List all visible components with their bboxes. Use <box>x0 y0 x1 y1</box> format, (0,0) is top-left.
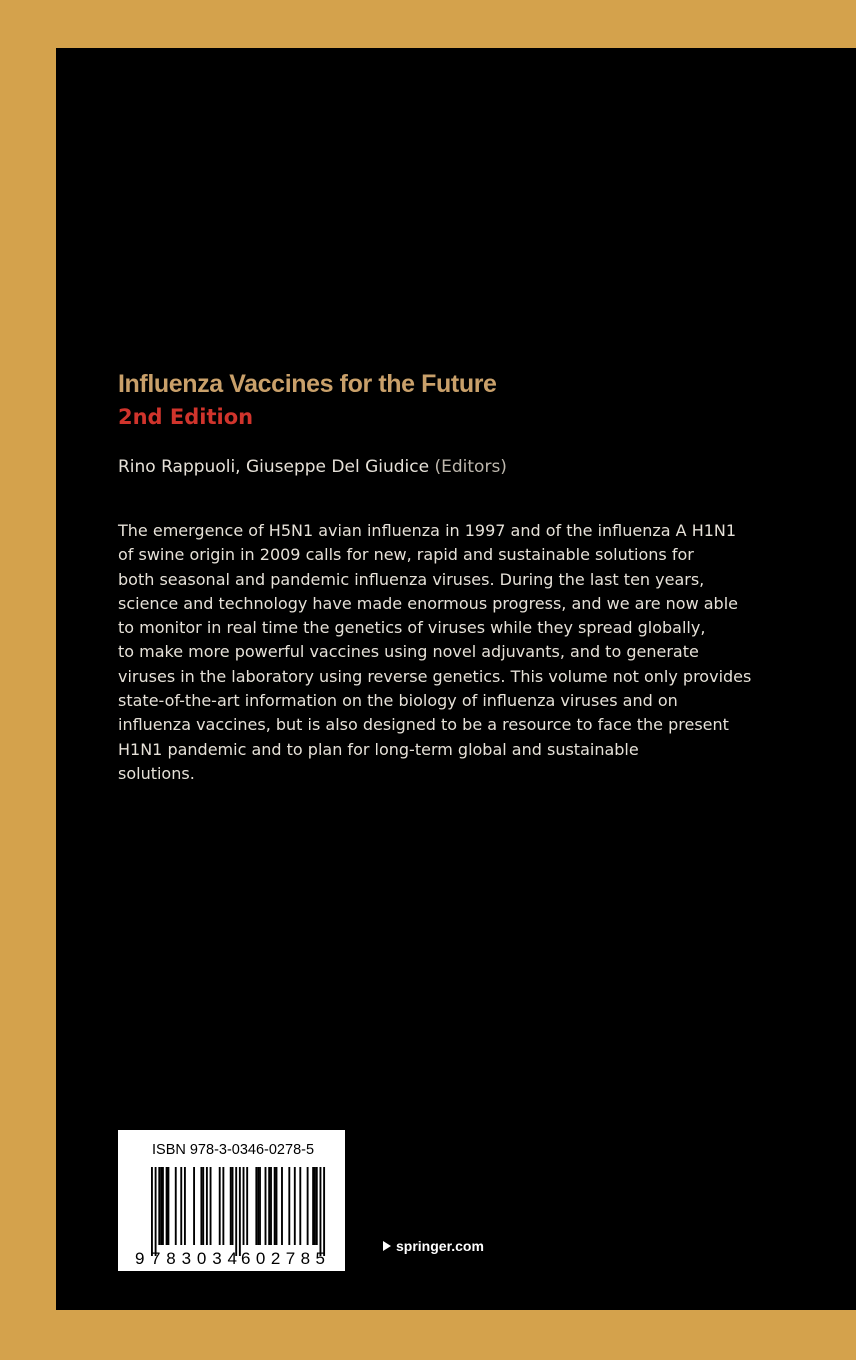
publisher-url: springer.com <box>396 1238 484 1254</box>
book-description <box>118 519 798 786</box>
editors-role: (Editors) <box>434 457 507 477</box>
barcode-bar <box>320 1167 322 1256</box>
book-edition: 2nd Edition <box>118 405 254 429</box>
barcode-bar <box>151 1167 153 1256</box>
editor-names: Rino Rappuoli, Giuseppe Del Giudice <box>118 457 430 477</box>
book-editors <box>118 457 507 477</box>
barcode-bar <box>312 1167 314 1245</box>
barcode-digit-first: 9 <box>135 1249 145 1268</box>
description-line: H1N1 pandemic and to plan for long-term global and sustainable <box>118 739 639 759</box>
description-line: viruses in the laboratory using reverse genetics. This volume not only provides <box>118 666 752 686</box>
barcode-bar <box>314 1167 316 1245</box>
barcode-bar <box>268 1167 270 1245</box>
barcode-bar <box>265 1167 267 1245</box>
barcode-bar <box>167 1167 169 1245</box>
description-line: to monitor in real time the genetics of viruses while they spread globally, <box>118 618 706 638</box>
description-line: of swine origin in 2009 calls for new, rapid and sustainable solutions for <box>118 545 694 565</box>
barcode-bar <box>281 1167 283 1245</box>
barcode-bar <box>276 1167 278 1245</box>
barcode-bar <box>160 1167 162 1245</box>
isbn-label: ISBN 978-3-0346-0278-5 <box>152 1142 315 1158</box>
barcode-bar <box>307 1167 309 1245</box>
barcode-bar <box>193 1167 195 1245</box>
description-line: both seasonal and pandemic influenza viruses. During the last ten years, <box>118 569 705 589</box>
barcode-bar <box>230 1167 232 1245</box>
barcode-bar <box>270 1167 272 1245</box>
book-title: Influenza Vaccines for the Future <box>118 370 497 398</box>
isbn-barcode <box>118 1130 345 1271</box>
barcode-bar <box>180 1167 182 1245</box>
description-line: to make more powerful vaccines using novel adjuvants, and to generate <box>118 642 699 662</box>
barcode-bar <box>175 1167 177 1245</box>
description-line: The emergence of H5N1 avian influenza in 1997 and of the influenza A H1N1 <box>118 521 737 540</box>
barcode-bar <box>257 1167 259 1245</box>
barcode-bar <box>299 1167 301 1245</box>
barcode-bar <box>235 1167 237 1256</box>
barcode-bar <box>246 1167 248 1245</box>
barcode-bar <box>259 1167 261 1245</box>
barcode-bars <box>151 1167 325 1256</box>
barcode-bar <box>219 1167 221 1245</box>
barcode-digits-left: 783034 <box>151 1249 237 1268</box>
barcode-bar <box>232 1167 234 1245</box>
barcode-bar <box>243 1167 245 1245</box>
description-line: solutions. <box>118 763 195 783</box>
barcode-bar <box>316 1167 318 1245</box>
barcode-bar <box>323 1167 325 1256</box>
description-line: state-of-the-art information on the biology of influenza viruses and on <box>118 691 678 711</box>
barcode-bar <box>202 1167 204 1245</box>
description-line: influenza vaccines, but is also designed to be a resource to face the present <box>118 715 729 735</box>
barcode-bar <box>288 1167 290 1245</box>
barcode-bar <box>222 1167 224 1245</box>
barcode-bar <box>184 1167 186 1245</box>
triangle-right-icon <box>383 1241 391 1251</box>
barcode-bar <box>274 1167 276 1245</box>
barcode-bar <box>166 1167 168 1245</box>
barcode-bar <box>255 1167 257 1245</box>
barcode-digits-right: 602785 <box>241 1249 325 1268</box>
barcode-bar <box>158 1167 160 1245</box>
barcode-bar <box>294 1167 296 1245</box>
description-line: science and technology have made enormous progress, and we are now able <box>118 593 738 613</box>
barcode-bar <box>210 1167 212 1245</box>
barcode-bar <box>206 1167 208 1245</box>
barcode-bar <box>200 1167 202 1245</box>
publisher-link[interactable] <box>383 1238 484 1254</box>
barcode-bar <box>155 1167 157 1256</box>
barcode-bar <box>162 1167 164 1245</box>
barcode-bar <box>239 1167 241 1256</box>
barcode-icon <box>118 1130 345 1271</box>
